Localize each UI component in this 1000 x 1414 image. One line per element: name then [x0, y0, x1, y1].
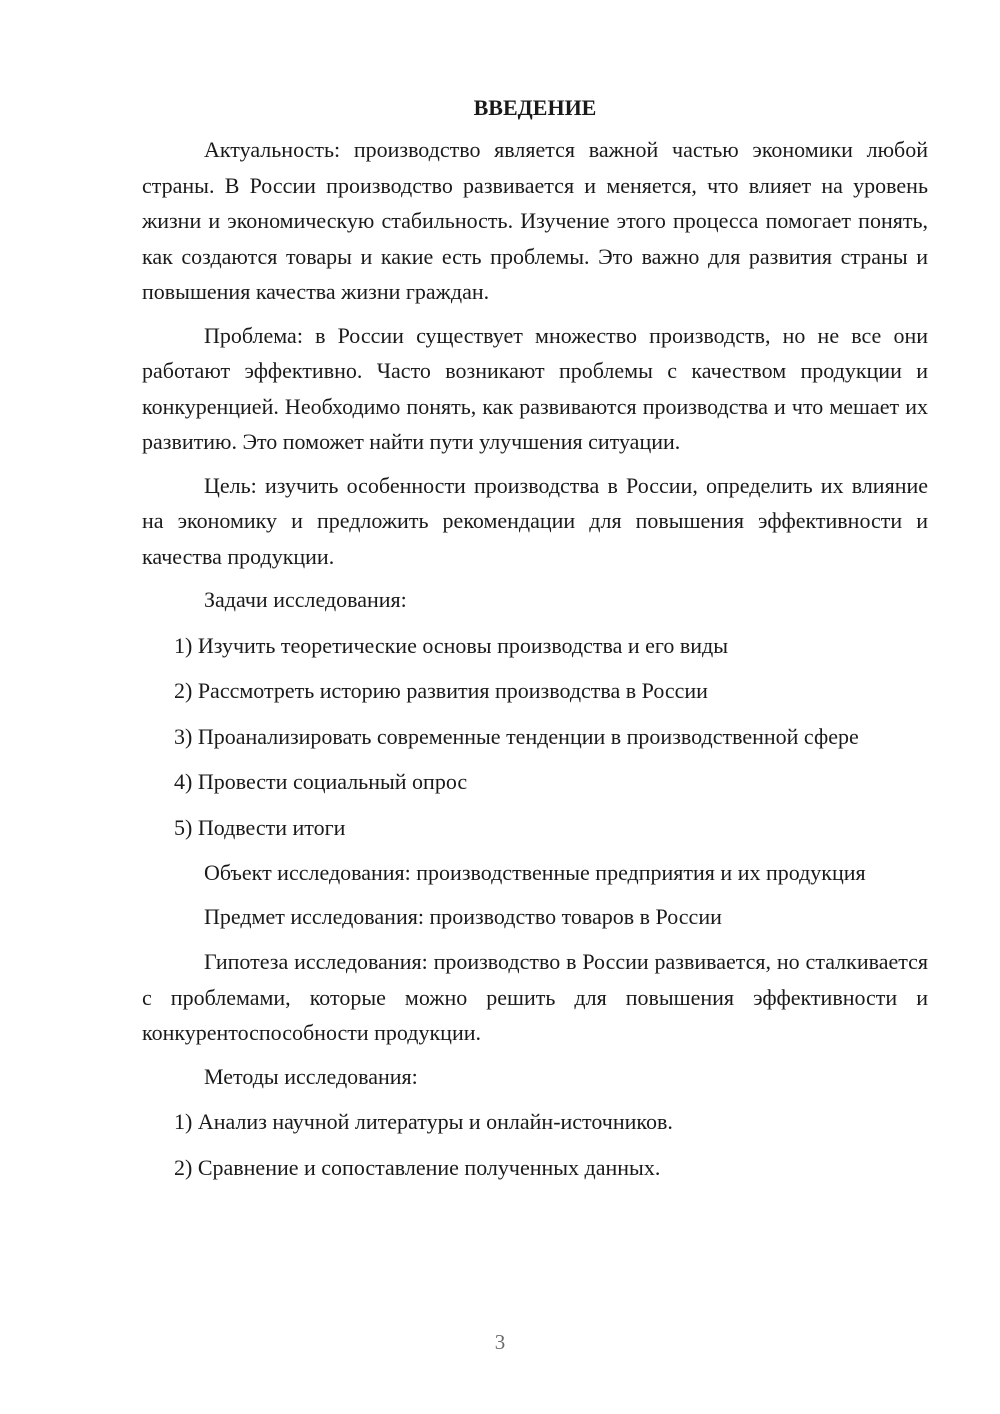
subject-paragraph: Предмет исследования: производство товаров в России	[204, 903, 722, 929]
hypothesis-paragraph: Гипотеза исследования: производство в России развивается, но сталкивается с проблемами, которые можно решить для повышения эффективности и конкурентоспособности продукции.	[142, 949, 928, 1045]
task-item: 1) Изучить теоретические основы производства и его виды	[174, 632, 729, 658]
page-number: 3	[494, 1330, 506, 1354]
task-item: 3) Проанализировать современные тенденции в производственной сфере	[174, 723, 859, 749]
problem-paragraph: Проблема: в России существует множество производств, но не все они работают эффективно. Часто возникают проблемы с качеством продукции и конкуренцией. Необходимо понять, как развиваются производства и что мешает их развитию. Это поможет найти пути улучшения ситуации.	[142, 322, 928, 454]
method-item: 1) Анализ научной литературы и онлайн-источников.	[174, 1109, 673, 1134]
goal-paragraph: Цель: изучить особенности производства в России, определить их влияние на экономику и предложить рекомендации для повышения эффективности и качества продукции.	[142, 472, 928, 569]
method-item: 2) Сравнение и сопоставление полученных данных.	[174, 1154, 661, 1180]
object-paragraph: Объект исследования: производственные предприятия и их продукция	[204, 860, 866, 885]
task-item: 2) Рассмотреть историю развития производства в России	[174, 678, 708, 703]
task-item: 4) Провести социальный опрос	[174, 769, 468, 794]
task-item: 5) Подвести итоги	[174, 814, 346, 840]
relevance-paragraph: Актуальность: производство является важной частью экономики любой страны. В России производство развивается и меняется, что влияет на уровень жизни и экономическую стабильность. Изучение этого процесса помогает понять, как создаются товары и какие есть проблемы. Это важно для развития страны и повышения качества жизни граждан.	[142, 137, 928, 304]
tasks-label: Задачи исследования:	[204, 587, 407, 612]
methods-label: Методы исследования:	[204, 1063, 418, 1089]
section-title: ВВЕДЕНИЕ	[473, 95, 597, 120]
document-page	[142, 92, 928, 1195]
